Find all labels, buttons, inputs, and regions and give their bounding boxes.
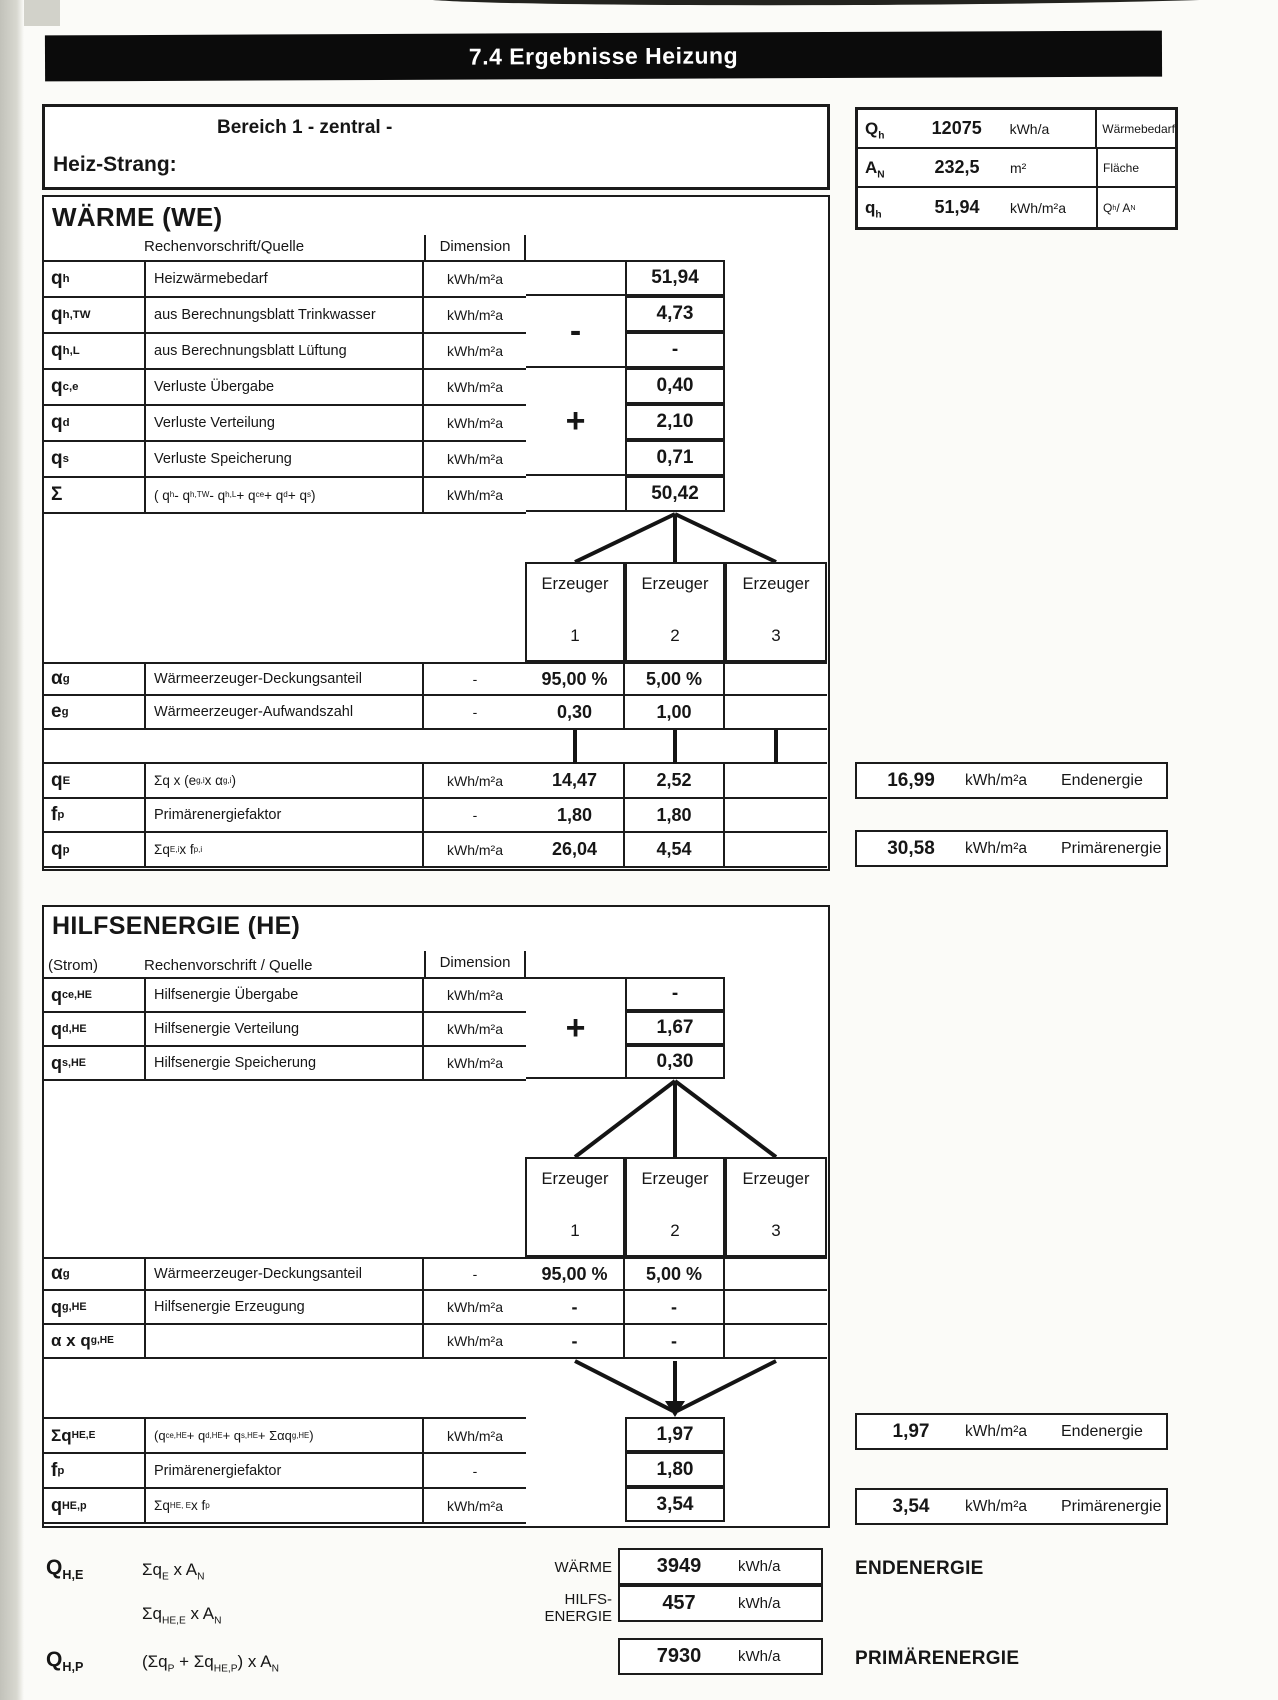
- erzeuger-number: 3: [771, 1221, 781, 1240]
- value-cell: [725, 664, 827, 694]
- value-cell: -: [526, 1325, 625, 1357]
- symbol-cell: f p: [44, 1454, 146, 1487]
- operator-zone: [526, 260, 625, 512]
- hilfsenergie-box-label: [480, 1592, 612, 1626]
- value-cell: 51,94: [625, 260, 725, 296]
- bereich-label: Bereich 1 - zentral -: [217, 117, 393, 138]
- symbol-cell: $q_h$: [865, 197, 882, 220]
- value-cell: 3,54: [625, 1487, 725, 1522]
- value-cell: 14,47: [526, 764, 625, 797]
- value-cell: -: [625, 977, 725, 1011]
- value-cell: [725, 764, 827, 797]
- heiz-strang-box: [42, 104, 830, 190]
- desc-cell: Primärenergiefaktor: [146, 1454, 424, 1487]
- table-row: [44, 1489, 526, 1524]
- table-row: [44, 478, 526, 514]
- label-cell: Wärmebedarf: [1095, 110, 1175, 147]
- result-value: 457: [662, 1592, 696, 1614]
- result-unit: kWh/m²a: [965, 1422, 1027, 1440]
- result-unit: kWh/m²a: [965, 771, 1027, 789]
- dim-cell: kWh/m²a: [447, 1427, 503, 1444]
- formula-cell: (q ce,HE + q d,HE + q s,HE + Σαq g,HE ): [146, 1419, 424, 1452]
- value-cell: 50,42: [625, 476, 725, 512]
- desc-cell: aus Berechnungsblatt Lüftung: [146, 334, 424, 368]
- value-cell: 51,94: [934, 197, 980, 217]
- value-cell: 1,80: [625, 1452, 725, 1487]
- erzeuger-number: 2: [670, 626, 680, 645]
- symbol-cell: q E: [44, 764, 146, 797]
- erzeuger-number: 1: [570, 1221, 580, 1240]
- dim-cell: kWh/m²a: [447, 451, 503, 467]
- divider: [424, 951, 426, 977]
- table-row: [858, 149, 1175, 188]
- desc-cell: Hilfsenergie Verteilung: [146, 1013, 424, 1045]
- dim-cell: kWh/m²a: [447, 1299, 503, 1315]
- unit-cell: kWh/a: [1009, 120, 1050, 137]
- table-row: [44, 1013, 526, 1047]
- dim-cell: kWh/m²a: [447, 1055, 503, 1071]
- value-cell: 4,54: [625, 833, 725, 866]
- symbol-cell: f p: [44, 799, 146, 831]
- symbol-cell: q h,L: [44, 334, 146, 368]
- primaerenergie-result-box: [855, 830, 1168, 867]
- table-row: [44, 696, 827, 730]
- divider: [524, 951, 526, 977]
- value-cell: 12075: [931, 118, 982, 138]
- desc-cell: Verluste Verteilung: [146, 406, 424, 440]
- erzeuger-label: Erzeuger: [641, 1170, 709, 1188]
- symbol-cell: q g,HE: [44, 1291, 146, 1323]
- connector-stub: [573, 730, 577, 764]
- value-cell: 0,71: [625, 440, 725, 476]
- result-value: 7930: [656, 1645, 702, 1667]
- operator-zone: [526, 977, 625, 1079]
- result-label: Primärenergie: [1061, 1497, 1162, 1515]
- symbol-cell: α x q g,HE: [44, 1325, 146, 1357]
- dim-cell: kWh/m²a: [447, 271, 503, 287]
- value-cell: [725, 833, 827, 866]
- connector-stub: [774, 730, 778, 764]
- unit-cell: m²: [1010, 159, 1027, 176]
- erzeuger-3-header: [725, 1157, 827, 1257]
- result-value: 1,97: [892, 1420, 930, 1442]
- page-title: 7.4 Ergebnisse Heizung: [45, 31, 1162, 82]
- scan-edge-artifact: [0, 0, 24, 1700]
- endenergie-hilfs-box: [618, 1585, 823, 1622]
- value-cell: 5,00 %: [625, 1259, 725, 1289]
- section-heading: WÄRME (WE): [52, 202, 223, 232]
- symbol-cell: q h: [44, 262, 146, 296]
- endenergie-heading: ENDENERGIE: [855, 1558, 984, 1579]
- fanout-connector: [525, 1079, 827, 1157]
- table-row: [858, 188, 1175, 227]
- value-cell: 1,80: [625, 799, 725, 831]
- erzeuger-number: 1: [570, 626, 580, 645]
- desc-cell: Verluste Übergabe: [146, 370, 424, 404]
- dim-cell: -: [472, 807, 478, 823]
- value-cell: [725, 696, 827, 728]
- symbol-cell: q p: [44, 833, 146, 866]
- symbol-cell: α g: [44, 664, 146, 694]
- symbol-cell: q s,HE: [44, 1047, 146, 1079]
- primaerenergie-total-box: [618, 1638, 823, 1675]
- connector-row: [44, 730, 827, 764]
- label-cell: Fläche: [1096, 149, 1175, 186]
- value-cell: -: [625, 1291, 725, 1323]
- result-label: Primärenergie: [1061, 839, 1162, 857]
- plus-operator: +: [526, 368, 625, 476]
- hilfsenergie-row-grid: [44, 977, 526, 1081]
- formula: $\Sigma q_{HE,E}$ x $A_N$: [142, 1604, 222, 1627]
- heiz-strang-label: Heiz-Strang:: [53, 153, 177, 176]
- value-cell: 1,67: [625, 1011, 725, 1045]
- symbol-cell: q HE,p: [44, 1489, 146, 1522]
- symbol-cell: Σq HE,E: [44, 1419, 146, 1452]
- divider: [524, 235, 526, 260]
- waerme-row-grid: [44, 260, 526, 514]
- plus-operator: +: [526, 977, 625, 1079]
- result-label: Endenergie: [1061, 771, 1143, 789]
- dim-cell: kWh/m²a: [447, 841, 503, 858]
- table-row: [44, 262, 526, 298]
- dim-cell: kWh/m²a: [447, 379, 503, 395]
- value-stack: [625, 260, 725, 512]
- desc-cell: Primärenergiefaktor: [146, 799, 424, 831]
- value-cell: 2,10: [625, 404, 725, 440]
- qhp-symbol: $Q_{H,P}$: [46, 1648, 84, 1675]
- primaerenergie-result-box: [855, 1488, 1168, 1525]
- operator-cell: [526, 260, 625, 296]
- hilfsenergie-section: [42, 905, 830, 1528]
- dim-cell: kWh/m²a: [447, 987, 503, 1003]
- erzeuger-1-header: [525, 1157, 625, 1257]
- label-line: ENERGIE: [544, 1607, 612, 1625]
- erzeuger-number: 3: [771, 626, 781, 645]
- dim-cell: kWh/m²a: [447, 487, 503, 503]
- value-cell: 0,30: [526, 696, 625, 728]
- value-cell: 1,97: [625, 1417, 725, 1452]
- result-unit: kWh/a: [738, 1558, 781, 1575]
- desc-cell: Hilfsenergie Übergabe: [146, 979, 424, 1011]
- result-unit: kWh/m²a: [965, 1497, 1027, 1515]
- result-value: 3,54: [892, 1495, 930, 1517]
- erzeuger-2-header: [625, 562, 725, 662]
- result-unit: kWh/m²a: [965, 839, 1027, 857]
- symbol-cell: $A_N$: [865, 157, 885, 180]
- table-row: [44, 334, 526, 370]
- table-row: [858, 110, 1175, 149]
- value-cell: 26,04: [526, 833, 625, 866]
- dim-cell: kWh/m²a: [447, 343, 503, 359]
- erzeuger-label: Erzeuger: [641, 575, 709, 593]
- dim-cell: -: [472, 1266, 478, 1282]
- value-cell: 4,73: [625, 296, 725, 332]
- operator-cell: [526, 476, 625, 512]
- symbol-cell: q ce,HE: [44, 979, 146, 1011]
- table-row: [44, 1047, 526, 1081]
- fanout-connector: [525, 512, 827, 562]
- result-value: 3949: [656, 1555, 702, 1577]
- table-row: [44, 764, 827, 799]
- waerme-section: [42, 195, 830, 871]
- dim-cell: kWh/m²a: [447, 772, 503, 789]
- desc-cell: [146, 1325, 424, 1357]
- label-line: HILFS-: [564, 1591, 612, 1608]
- dim-cell: kWh/m²a: [447, 1021, 503, 1037]
- divider: [424, 235, 426, 260]
- hilfsenergie-bottom-grid: [44, 1417, 526, 1524]
- result-unit: kWh/a: [738, 1595, 781, 1612]
- erzeuger-label: Erzeuger: [742, 575, 810, 593]
- erzeuger-label: Erzeuger: [742, 1170, 810, 1188]
- value-cell: 0,40: [625, 368, 725, 404]
- value-cell: 1,80: [526, 799, 625, 831]
- symbol-cell: Σ: [44, 478, 146, 512]
- connector-stub: [673, 730, 677, 764]
- desc-cell: Heizwärmebedarf: [146, 262, 424, 296]
- formula-cell: Σq E,i x f p,i: [146, 833, 424, 866]
- table-row: [44, 442, 526, 478]
- value-stack: [625, 977, 725, 1079]
- value-cell: 1,00: [625, 696, 725, 728]
- value-cell: -: [526, 1291, 625, 1323]
- symbol-cell: q c,e: [44, 370, 146, 404]
- erzeuger-1-header: [525, 562, 625, 662]
- table-row: [44, 370, 526, 406]
- dim-cell: kWh/m²a: [447, 415, 503, 431]
- value-cell: [725, 1259, 827, 1289]
- value-cell: 5,00 %: [625, 664, 725, 694]
- value-cell: -: [625, 1325, 725, 1357]
- dim-cell: -: [472, 1462, 478, 1479]
- value-cell: 95,00 %: [526, 1259, 625, 1289]
- summary-table: [855, 107, 1178, 230]
- table-row: [44, 1325, 827, 1359]
- formula-cell: ( q h - q h,TW - q h,L + q ce + q d + q s ): [146, 478, 424, 512]
- value-cell: [725, 1325, 827, 1357]
- desc-cell: Verluste Speicherung: [146, 442, 424, 476]
- table-row: [44, 406, 526, 442]
- symbol-cell: e g: [44, 696, 146, 728]
- symbol-cell: q d,HE: [44, 1013, 146, 1045]
- table-row: [44, 799, 827, 833]
- erzeuger-number: 2: [670, 1221, 680, 1240]
- desc-cell: Wärmeerzeuger-Deckungsanteil: [146, 664, 424, 694]
- symbol-cell: q d: [44, 406, 146, 440]
- result-unit: kWh/a: [738, 1648, 781, 1665]
- result-label: Endenergie: [1061, 1422, 1143, 1440]
- dim-cell: -: [472, 671, 478, 687]
- formula: $\Sigma q_E$ x $A_N$: [142, 1560, 205, 1583]
- erzeuger-label: Erzeuger: [541, 575, 609, 593]
- dim-cell: kWh/m²a: [447, 1333, 503, 1349]
- table-row: [44, 1257, 827, 1291]
- label-cell: Q h / A N: [1096, 188, 1175, 227]
- dim-cell: -: [472, 704, 478, 720]
- primaerenergie-heading: PRIMÄRENERGIE: [855, 1648, 1020, 1669]
- formula-cell: Σq HE, E x f p: [146, 1489, 424, 1522]
- result-value: 16,99: [887, 769, 935, 791]
- minus-operator: -: [526, 296, 625, 368]
- table-row: [44, 298, 526, 334]
- column-header: Dimension: [439, 238, 511, 255]
- symbol-cell: q s: [44, 442, 146, 476]
- column-header: Rechenvorschrift/Quelle: [144, 238, 305, 255]
- table-row: [44, 833, 827, 868]
- erzeuger-3-header: [725, 562, 827, 662]
- scan-edge-artifact: [420, 0, 1278, 7]
- symbol-cell: $Q_h$: [865, 118, 885, 141]
- value-cell: -: [625, 332, 725, 368]
- endenergie-waerme-box: [618, 1548, 823, 1585]
- dim-cell: kWh/m²a: [447, 307, 503, 323]
- table-row: [44, 1419, 526, 1454]
- table-row: [44, 1291, 827, 1325]
- table-row: [44, 979, 526, 1013]
- erzeuger-2-header: [625, 1157, 725, 1257]
- erzeuger-label: Erzeuger: [541, 1170, 609, 1188]
- qhe-symbol: $Q_{H,E}$: [46, 1556, 84, 1583]
- endenergie-result-box: [855, 1413, 1168, 1450]
- symbol-cell: q h,TW: [44, 298, 146, 332]
- section-heading: HILFSENERGIE (HE): [52, 912, 301, 940]
- column-header: Dimension: [439, 954, 511, 971]
- formula-cell: Σq x (e g,i x α g,i ): [146, 764, 424, 797]
- endenergie-result-box: [855, 762, 1168, 799]
- symbol-cell: α g: [44, 1259, 146, 1289]
- desc-cell: Hilfsenergie Speicherung: [146, 1047, 424, 1079]
- value-cell: 95,00 %: [526, 664, 625, 694]
- converging-connector: [525, 1359, 827, 1417]
- desc-cell: Wärmeerzeuger-Aufwandszahl: [146, 696, 424, 728]
- table-row: [44, 1454, 526, 1489]
- column-header: Rechenvorschrift / Quelle: [144, 957, 313, 974]
- result-value: 30,58: [887, 837, 935, 859]
- value-cell: 232,5: [934, 157, 980, 177]
- formula: $(\Sigma q_P + \Sigma q_{HE,P})$ x $A_N$: [142, 1652, 279, 1675]
- strom-label: (Strom): [48, 957, 98, 974]
- value-cell: 2,52: [625, 764, 725, 797]
- desc-cell: Hilfsenergie Erzeugung: [146, 1291, 424, 1323]
- waerme-box-label: WÄRME: [554, 1559, 612, 1576]
- dim-cell: kWh/m²a: [447, 1497, 503, 1514]
- desc-cell: Wärmeerzeuger-Deckungsanteil: [146, 1259, 424, 1289]
- value-cell: [725, 1291, 827, 1323]
- value-cell: 0,30: [625, 1045, 725, 1079]
- unit-cell: kWh/m²a: [1010, 199, 1066, 216]
- value-cell: [725, 799, 827, 831]
- table-row: [44, 662, 827, 696]
- desc-cell: aus Berechnungsblatt Trinkwasser: [146, 298, 424, 332]
